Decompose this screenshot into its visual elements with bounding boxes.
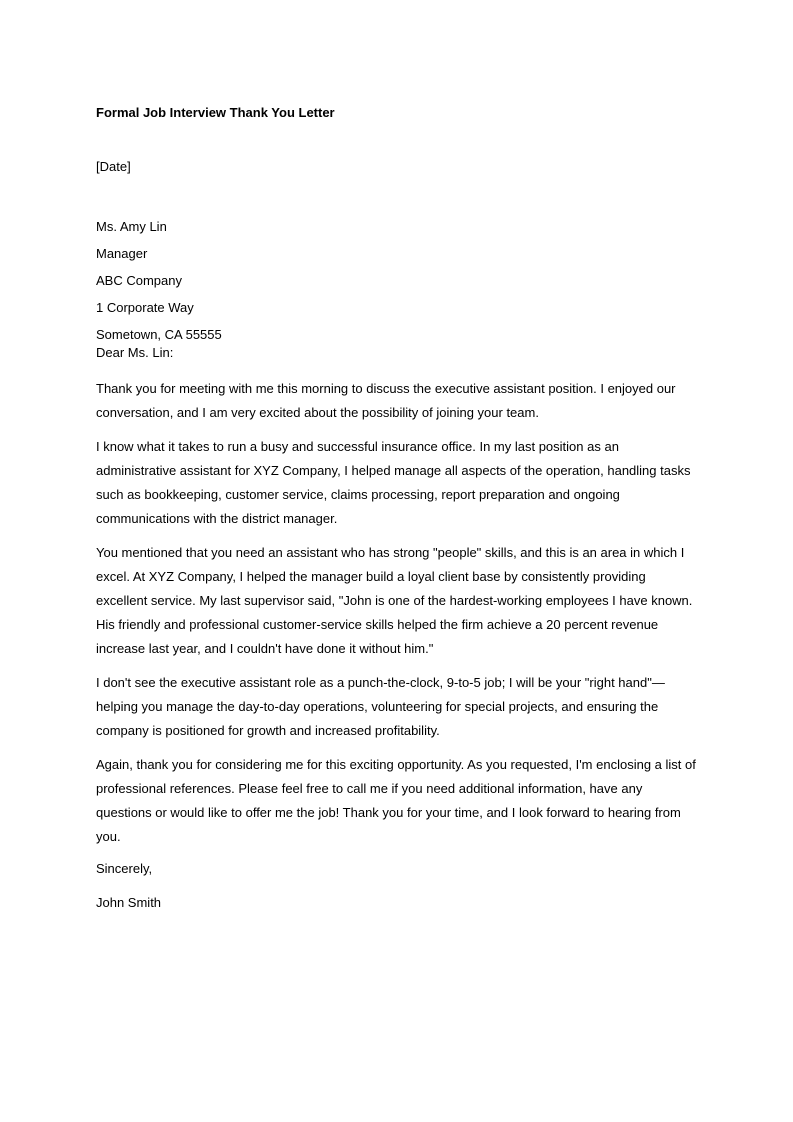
letter-date: [Date] [96,159,131,174]
paragraph-1: Thank you for meeting with me this morning to discuss the executive assistant position. I enjoyed our conversation, and I am very excited about the possibility of joining your team. [96,381,676,420]
recipient-company: ABC Company [96,273,182,288]
signature-name: John Smith [96,895,162,910]
salutation: Dear Ms. Lin: [96,345,174,360]
recipient-name: Ms. Amy Lin [96,219,167,234]
recipient-title: Manager [96,246,148,261]
paragraph-3: You mentioned that you need an assistant who has strong "people" skills, and this is an area in which I excel. At XYZ Company, I helped the manager build a loyal client base by consistently providing excellent service. My last supervisor said, "John is one of the hardest-working employees I have known. His friendly and professional customer-service skills helped the firm achieve a 20 percent revenue increase last year, and I couldn't have done it without him." [96,545,693,656]
paragraph-5: Again, thank you for considering me for this exciting opportunity. As you requested, I'm enclosing a list of professional references. Please feel free to call me if you need additional information, have any questions or would like to offer me the job! Thank you for your time, and I look forward to hearing from you. [96,757,696,844]
recipient-city: Sometown, CA 55555 [96,327,222,342]
closing: Sincerely, [96,861,153,876]
paragraph-2: I know what it takes to run a busy and successful insurance office. In my last position as an administrative assistant for XYZ Company, I helped manage all aspects of the operation, handling tasks such as bookkeeping, customer service, claims processing, report preparation and ongoing communications with the district manager. [96,439,691,526]
recipient-street: 1 Corporate Way [96,300,194,315]
recipient-address [96,213,222,348]
letter-body [96,377,698,859]
document-title: Formal Job Interview Thank You Letter [96,105,335,120]
paragraph-4: I don't see the executive assistant role as a punch-the-clock, 9-to-5 job; I will be your "right hand"—helping you manage the day-to-day operations, volunteering for special projects, and ensuring the company is positioned for growth and increased profitability. [96,675,665,738]
